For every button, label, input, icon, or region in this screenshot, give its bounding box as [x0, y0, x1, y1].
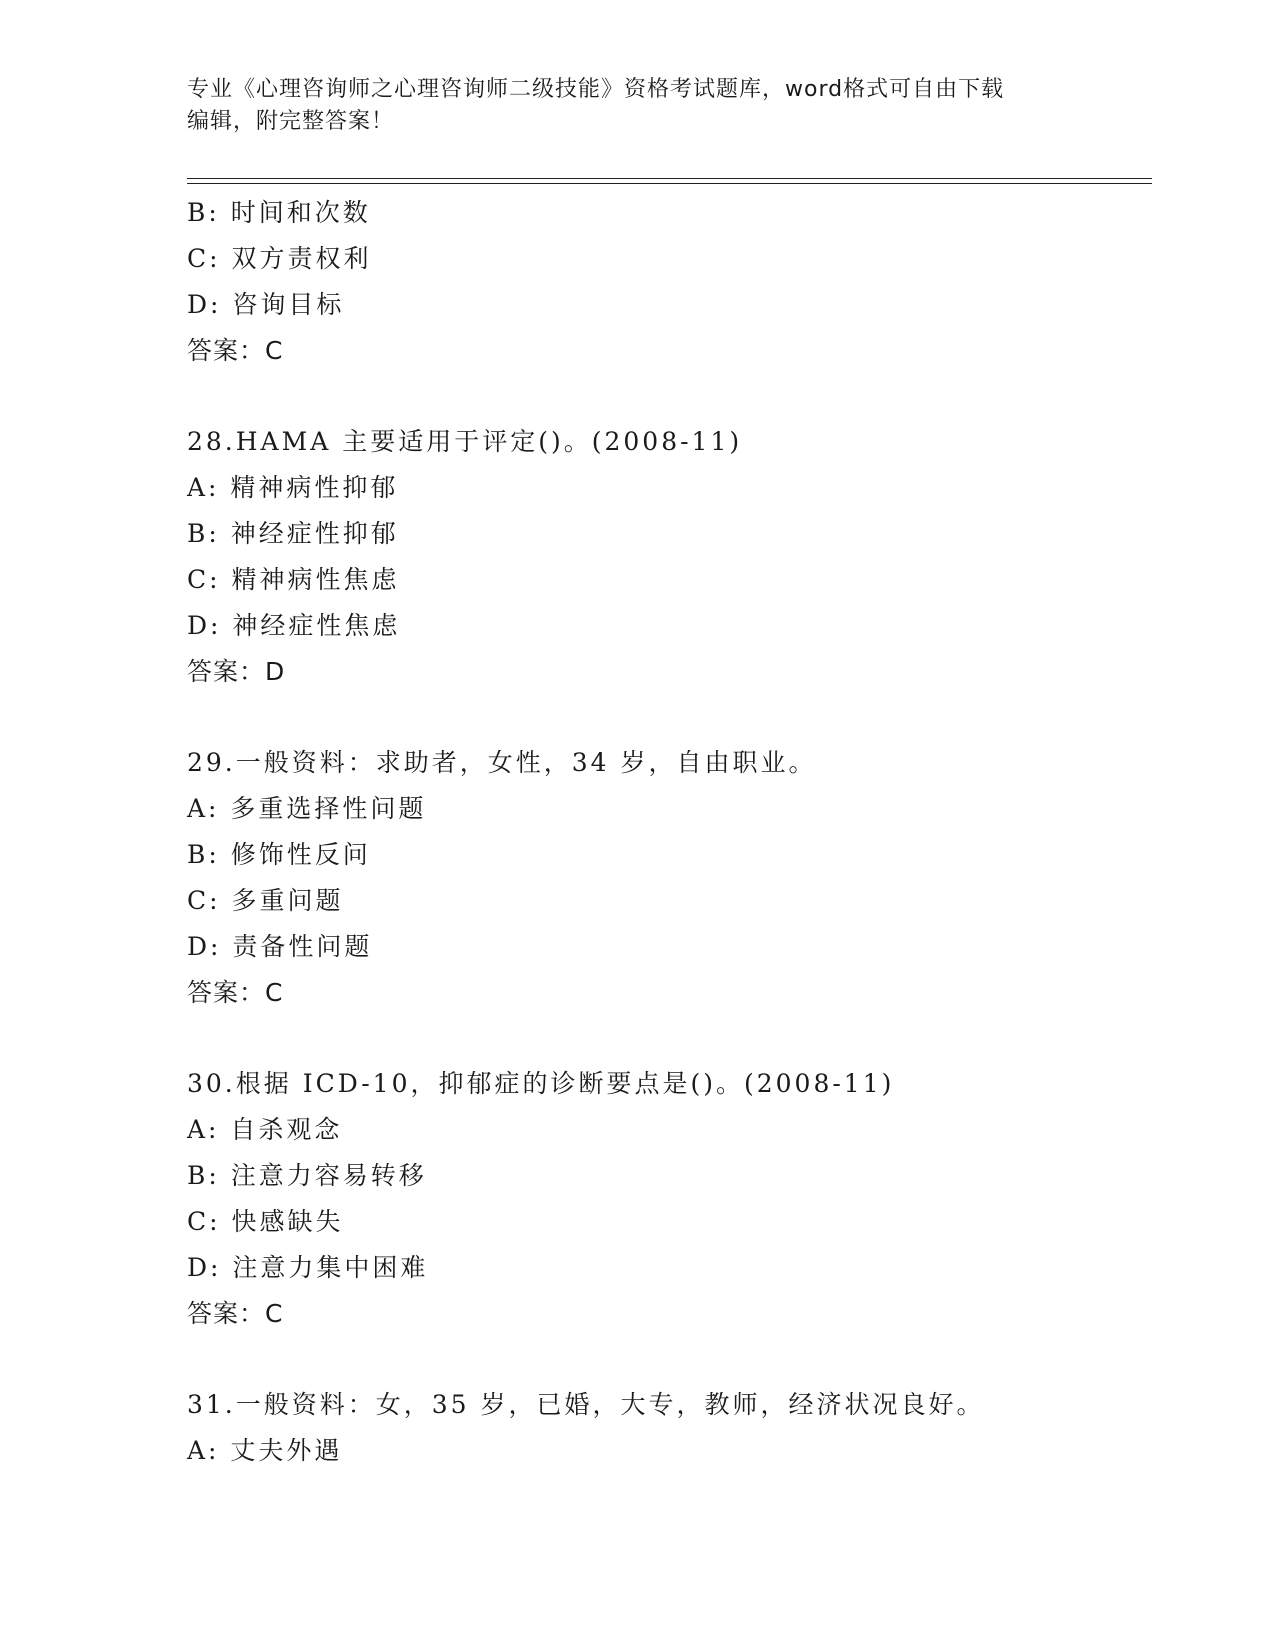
spacer	[187, 374, 1147, 419]
q30-question: 30.根据 ICD-10，抑郁症的诊断要点是()。(2008-11)	[187, 1069, 895, 1098]
q28-question: 28.HAMA 主要适用于评定()。(2008-11)	[187, 427, 743, 456]
spacer	[187, 695, 1147, 740]
q29-option-b: B: 修饰性反问	[187, 840, 371, 869]
spacer	[187, 1337, 1147, 1382]
q27-option-b: B: 时间和次数	[187, 198, 371, 227]
q29-option-d: D: 责备性问题	[187, 932, 373, 961]
q29-option-c: C: 多重问题	[187, 886, 344, 915]
q29-answer: 答案：C	[187, 978, 284, 1007]
header-line-1: 专业《心理咨询师之心理咨询师二级技能》资格考试题库，word格式可自由下载	[187, 77, 1005, 102]
q27-option-c: C: 双方责权利	[187, 244, 372, 273]
q29-option-a: A: 多重选择性问题	[187, 794, 427, 823]
q29-question: 29.一般资料：求助者，女性，34 岁，自由职业。	[187, 748, 817, 777]
header-rule-top	[187, 178, 1152, 179]
q28-option-a: A: 精神病性抑郁	[187, 473, 399, 502]
question-list	[187, 190, 1147, 1474]
q28-option-c: C: 精神病性焦虑	[187, 565, 400, 594]
q30-answer: 答案：C	[187, 1299, 284, 1328]
q28-option-b: B: 神经症性抑郁	[187, 519, 399, 548]
q30-option-a: A: 自杀观念	[187, 1115, 343, 1144]
q31-question: 31.一般资料：女，35 岁，已婚，大专，教师，经济状况良好。	[187, 1390, 985, 1419]
spacer	[187, 1016, 1147, 1061]
q31-option-a: A: 丈夫外遇	[187, 1436, 343, 1465]
q30-option-b: B: 注意力容易转移	[187, 1161, 427, 1190]
q28-option-d: D: 神经症性焦虑	[187, 611, 401, 640]
q27-option-d: D: 咨询目标	[187, 290, 345, 319]
page-header	[187, 74, 1087, 138]
q30-option-d: D: 注意力集中困难	[187, 1253, 429, 1282]
q30-option-c: C: 快感缺失	[187, 1207, 344, 1236]
header-rule-bottom	[187, 183, 1152, 184]
header-line-2: 编辑，附完整答案！	[187, 109, 395, 134]
q27-answer: 答案：C	[187, 336, 284, 365]
q28-answer: 答案：D	[187, 657, 286, 686]
